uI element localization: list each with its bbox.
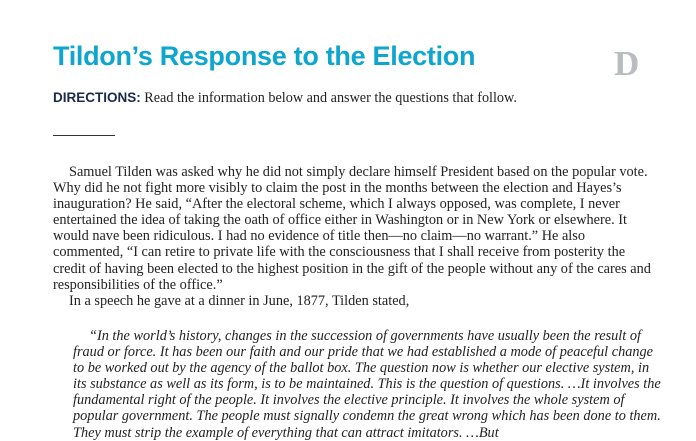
- directions-label: DIRECTIONS:: [53, 90, 141, 105]
- block-quote: [73, 328, 663, 441]
- directions-text: Read the information below and answer the questions that follow.: [140, 90, 517, 106]
- answer-blank-line: [53, 135, 115, 136]
- quote-text: “In the world’s history, changes in the succession of governments have usually been the result of fraud or force. It has been our faith and our pride that we had established a mode of peaceful change to be worked out by the agency of the ballot box. The question now is whether our elective system, in its substance as well as its form, is to be maintained. This is the question of questions. …It involves the fundamental right of the people. It involves the elective principle. It involves the whole system of popular government. The people must signally condemn the great wrong which has been done to them. They must strip the example of everything that can attract imitators. …But: [73, 328, 661, 441]
- passage-paragraph: Samuel Tilden was asked why he did not simply declare himself President based on the popular vote. Why did he not fight more visibly to claim the post in the months between the election and Hayes’s inauguration? He said, “After the electoral scheme, which I always opposed, was complete, I never entertained the idea of taking the oath of office either in Washington or in New York or elsewhere. It would nave been ridiculous. I had no evidence of title then—no claim—no warrant.” He also commented, “I can retire to private life with the consciousness that I shall receive from posterity the credit of having been elected to the highest position in the gift of the people without any of the cares and responsibilities of the office.”: [53, 164, 651, 293]
- page-title: Tildon’s Response to the Election: [53, 41, 476, 71]
- passage-body: [53, 164, 653, 309]
- directions: [53, 90, 517, 107]
- section-letter: D: [614, 44, 640, 83]
- passage-paragraph: In a speech he gave at a dinner in June, 1877, Tilden stated,: [69, 292, 410, 309]
